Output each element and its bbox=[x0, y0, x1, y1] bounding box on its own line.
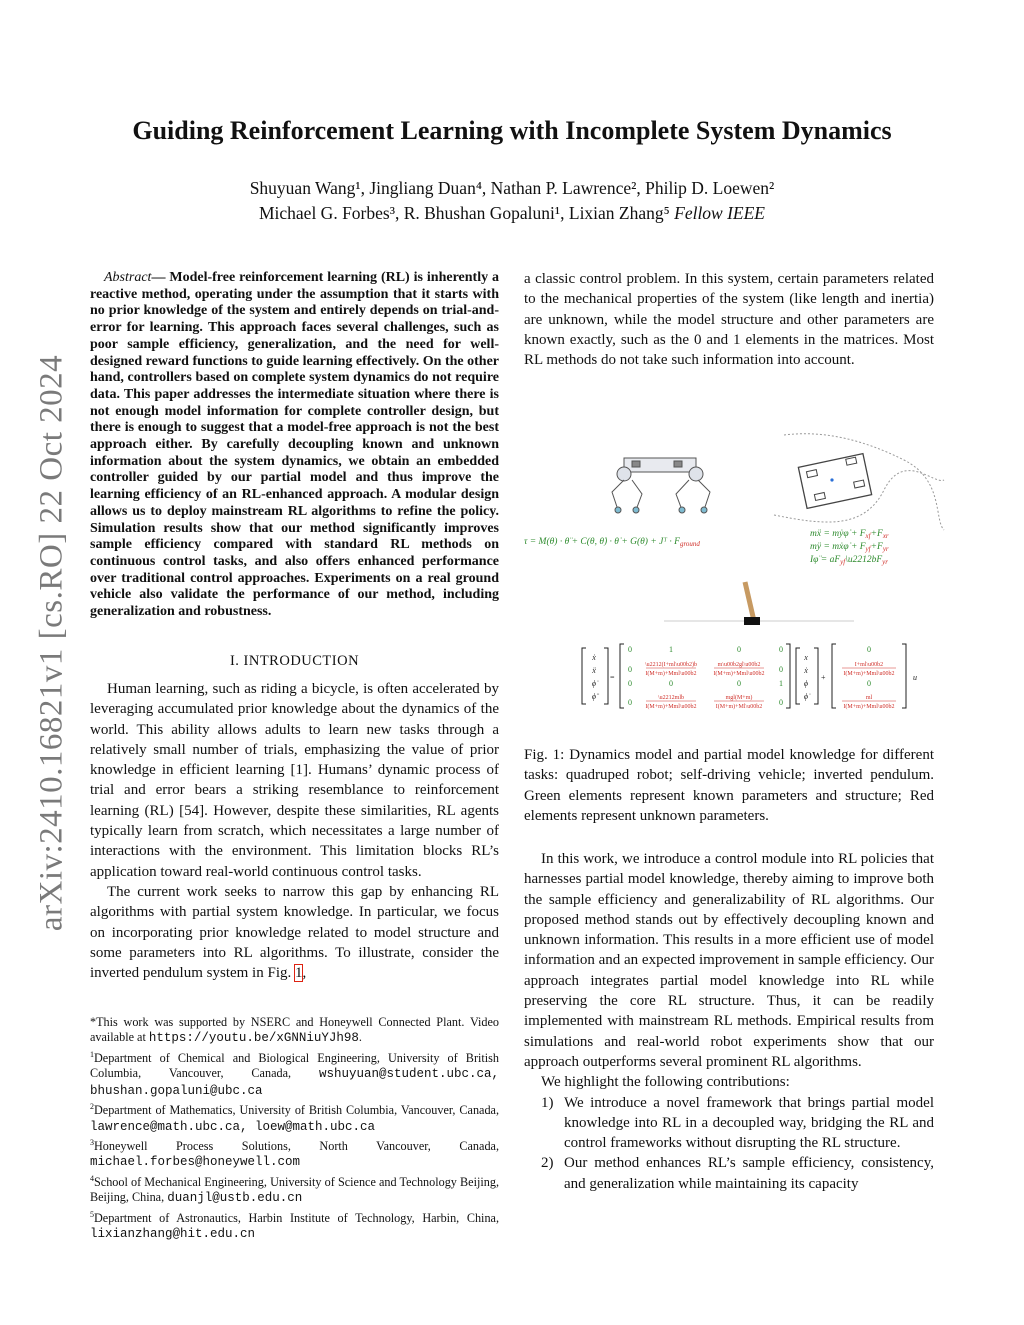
footnote-4: $^4$School of Mechanical Engineering, University of Science and Technology Beijing, Beijing, China, duanjl@ustb.edu.cn bbox=[90, 1173, 499, 1206]
svg-text:0: 0 bbox=[628, 679, 632, 688]
svg-text:m\u00b2gl\u00b2: m\u00b2gl\u00b2 bbox=[717, 662, 761, 668]
svg-text:1: 1 bbox=[779, 679, 783, 688]
footnote-1: $^1$Department of Chemical and Biological Engineering, University of British Columbia, Vancouver, Canada, wshuyuan@student.ubc.ca, bhushan.gopaluni@ubc.ca bbox=[90, 1049, 499, 1098]
svg-text:ϕ̇: ϕ̇ bbox=[803, 692, 809, 701]
svg-text:I(M+m)+Mml\u00b2: I(M+m)+Mml\u00b2 bbox=[713, 671, 765, 677]
abstract-label: Abstract bbox=[104, 270, 152, 285]
svg-text:0: 0 bbox=[737, 679, 741, 688]
svg-text:0: 0 bbox=[779, 645, 783, 654]
svg-text:0: 0 bbox=[867, 645, 871, 654]
svg-text:+: + bbox=[821, 673, 826, 682]
svg-text:ẍ: ẍ bbox=[592, 666, 596, 675]
contribution-item: 1) We introduce a novel framework that brings partial model knowledge into RL in a decoupled way, bridging the RL and control frameworks without disrupting the RL structure. bbox=[541, 1094, 934, 1152]
svg-text:0: 0 bbox=[779, 698, 783, 707]
introduction bbox=[90, 679, 499, 983]
footnote-support: *This work was supported by NSERC and Honeywell Connected Plant. Video available at https://youtu.be/xGNNiuYJh98. bbox=[90, 1015, 499, 1046]
svg-text:0: 0 bbox=[628, 665, 632, 674]
svg-text:0: 0 bbox=[628, 698, 632, 707]
authors-line-2: Michael G. Forbes³, R. Bhushan Gopaluni¹, Lixian Zhang⁵ Fellow IEEE bbox=[258, 203, 766, 223]
svg-text:ϕ: ϕ bbox=[803, 679, 809, 688]
svg-text:=: = bbox=[610, 673, 615, 682]
authors-line-1: Shuyuan Wang¹, Jingliang Duan⁴, Nathan P. Lawrence², Philip D. Loewen² bbox=[249, 178, 775, 198]
right-paragraph-1: In this work, we introduce a control module into RL policies that harnesses partial model knowledge, thereby aiming to improve both the sample efficiency and generalizability of RL algorithms. Our proposed method stands out by effectively decoupling known and unknown information. This results in a more efficient use of model information and an expected improvement in sample efficiency. Our approach integrates partial model knowledge into RL while preserving the core RL structure. Thus, it can be readily implemented with mainstream RL methods. Empirical results from simulations and real-world robot experiments show that our approach outperforms several prominent RL algorithms. bbox=[524, 851, 934, 1070]
svg-text:I(M+m)+Mml\u00b2: I(M+m)+Mml\u00b2 bbox=[843, 671, 895, 677]
svg-text:0: 0 bbox=[737, 645, 741, 654]
footnotes bbox=[90, 1015, 499, 1243]
paper-title: Guiding Reinforcement Learning with Incomplete System Dynamics bbox=[132, 116, 892, 145]
svg-text:ϕ̈: ϕ̈ bbox=[591, 692, 597, 701]
svg-text:ϕ̇: ϕ̇ bbox=[591, 679, 597, 688]
svg-text:I(M+m)+Mml\u00b2: I(M+m)+Mml\u00b2 bbox=[645, 671, 697, 677]
abstract-text: — Model-free reinforcement learning (RL) is inherently a reactive method, operating under the assumption that it starts with no prior knowledge of the system and entirely depends on trial-and-error for learning. This approach faces several challenges, such as poor sample efficiency, generalization, and the need for well-designed reward functions to guide learning effectively. On the other hand, controllers based on complete system dynamics do not require data. This paper addresses the intermediate situation where there is not enough model information for complete controller design, but there is enough to suggest that a model-free approach is not the best approach either. By carefully decoupling known and unknown information about the system dynamics, we obtain an embedded controller guided by our partial model and thus improve the learning efficiency of an RL-enhanced approach. A modular design allows us to deploy mainstream RL algorithms to refine the policy. Simulation results show that our method significantly improves sample efficiency compared with standard RL methods on continuous control tasks, and also offers enhanced performance over traditional control approaches. Experiments on a real ground vehicle also validate the performance of our method, including generalization and robustness. bbox=[90, 270, 499, 620]
svg-text:\u2212mlb: \u2212mlb bbox=[657, 695, 685, 701]
figure-reference-link[interactable]: 1 bbox=[294, 965, 303, 982]
video-link[interactable]: https://youtu.be/xGNNiuYJh98 bbox=[148, 1031, 359, 1046]
fellow-ieee: Fellow IEEE bbox=[674, 203, 766, 223]
vehicle-eq-yaw: Iφ̈ = $aF_{yf}\backslash u2212bF_{yr}$ bbox=[810, 555, 888, 566]
footnote-2: $^2$Department of Mathematics, University of British Columbia, Vancouver, Canada, lawrence@math.ubc.ca, loew@math.ubc.ca bbox=[90, 1102, 499, 1134]
right-column-top bbox=[524, 269, 934, 370]
author-list bbox=[0, 176, 1024, 226]
svg-text:0: 0 bbox=[779, 665, 783, 674]
continuation-paragraph: a classic control problem. In this system, certain parameters related to the mechanical properties of the system (like length and inertia) are unknown, while the model structure and other parameters are known exactly, such as the 0 and 1 elements in the matrices. Most RL methods do not take such information into account. bbox=[524, 271, 934, 369]
section-heading: I. INTRODUCTION bbox=[229, 653, 360, 669]
contribution-item: 2) Our method enhances RL’s sample efficiency, consistency, and generalization while maintaining its capacity bbox=[541, 1155, 934, 1192]
svg-text:ml: ml bbox=[865, 695, 873, 701]
svg-text:I(M+m)+Mml\u00b2: I(M+m)+Mml\u00b2 bbox=[843, 704, 895, 710]
svg-text:ẋ: ẋ bbox=[804, 666, 808, 675]
arxiv-stamp: arXiv:2410.16821v1 [cs.RO] 22 Oct 2024 bbox=[33, 354, 70, 932]
intro-paragraph-2: The current work seeks to narrow this gap by enhancing RL algorithms with partial system knowledge. In particular, we focus on incorporating prior knowledge related to model structure and some parameters into RL algorithms. To illustrate, consider the inverted pendulum system in Fig. 1, bbox=[90, 883, 499, 982]
svg-text:I+ml\u00b2: I+ml\u00b2 bbox=[854, 662, 884, 668]
svg-text:u: u bbox=[913, 673, 917, 682]
footnote-3: $^3$Honeywell Process Solutions, North Vancouver, Canada, michael.forbes@honeywell.com bbox=[90, 1137, 499, 1170]
vehicle-eq-x: mẍ = mẏφ̇ + $F_{xf}+F_{xr}$ bbox=[810, 529, 889, 540]
figure-1-graphic bbox=[524, 430, 944, 730]
vehicle-eq-y: mÿ = mẋφ̇ + $F_{yf}+F_{yr}$ bbox=[810, 542, 889, 553]
svg-text:1: 1 bbox=[669, 645, 673, 654]
contribution-list bbox=[524, 1093, 934, 1194]
svg-text:\u2212(I+ml\u00b2)b: \u2212(I+ml\u00b2)b bbox=[644, 662, 698, 668]
vehicle-illustration bbox=[774, 434, 944, 530]
figure-1 bbox=[524, 430, 944, 730]
svg-text:0: 0 bbox=[628, 645, 632, 654]
figure-1-caption: Fig. 1: Dynamics model and partial model knowledge for different tasks: quadruped robot; self-driving vehicle; inverted pendulum. Green elements represent known parameters and structure; Red elements represent unknown parameters. bbox=[524, 747, 934, 824]
svg-text:0: 0 bbox=[669, 679, 673, 688]
svg-text:I(M+m)+Mml\u00b2: I(M+m)+Mml\u00b2 bbox=[645, 704, 697, 710]
abstract bbox=[90, 270, 499, 621]
svg-text:0: 0 bbox=[867, 679, 871, 688]
svg-text:mgl(M+m): mgl(M+m) bbox=[725, 695, 753, 701]
vehicle-dynamics-equations bbox=[809, 529, 889, 566]
intro-paragraph-1: Human learning, such as riding a bicycle, is often accelerated by leveraging accumulated prior knowledge about the dynamics of the world. This ability allows adults to learn new tasks through a relatively small number of trials, emphasizing the value of prior knowledge in efficient learning [1]. Humans’ dynamic process of trial and error bears a striking resemblance to reinforcement learning (RL) [54]. However, despite these similarities, RL agents typically learn from scratch, which necessitates a large number of interactions with the environment. This limitation blocks RL’s application toward real-world continuous control tasks. bbox=[90, 681, 499, 880]
svg-text:ẋ: ẋ bbox=[592, 653, 596, 662]
svg-text:I(M+m)+Ml\u00b2: I(M+m)+Ml\u00b2 bbox=[715, 704, 763, 710]
inverted-pendulum-illustration bbox=[664, 582, 854, 625]
quadruped-dynamics-equation: τ = M(θ) · θ̈ + C(θ, θ̇) · θ̇ + G(θ) + Jᵀ · $F_{ground}$ bbox=[524, 537, 700, 548]
footnote-5: $^5$Department of Astronautics, Harbin Institute of Technology, Harbin, China, lixianzhang@hit.edu.cn bbox=[90, 1209, 499, 1242]
right-column-body bbox=[524, 849, 934, 1194]
contributions-intro: We highlight the following contributions: bbox=[541, 1074, 790, 1091]
svg-text:x: x bbox=[804, 653, 808, 662]
quadruped-robot-illustration bbox=[612, 458, 710, 513]
pendulum-state-space-equation bbox=[582, 644, 917, 710]
